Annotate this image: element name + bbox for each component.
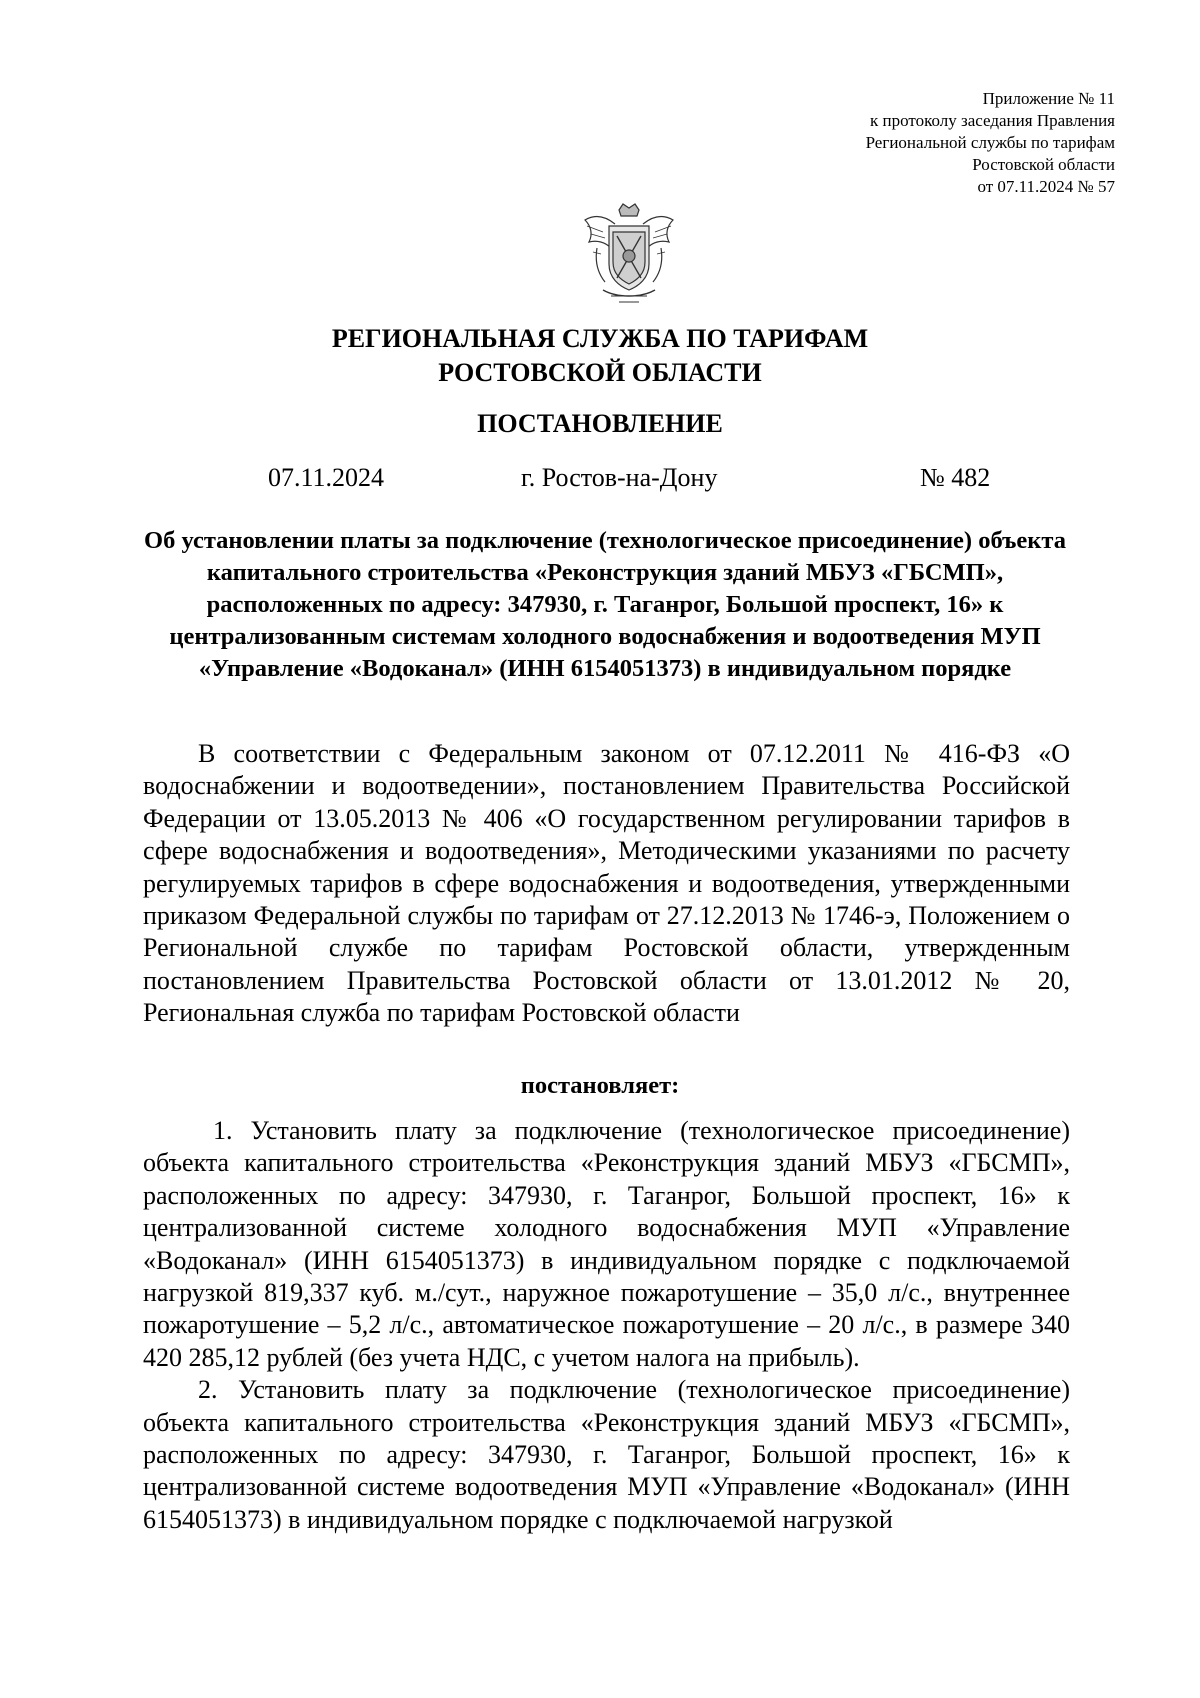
agency-name-line: РЕГИОНАЛЬНАЯ СЛУЖБА ПО ТАРИФАМ [331,324,869,353]
document-type: ПОСТАНОВЛЕНИЕ [477,409,723,438]
document-subject: Об установлении платы за подключение (технологическое присоединение) объекта капитального строительства «Реконструкция зданий МБУЗ «ГБСМП», расположенных по адресу: 347930, г. Таганрог, Большой проспект, 16» к централизованным системам холодного водоснабжения и водоотведения МУП «Управление «Водоканал» (ИНН 6154051373) в индивидуальном порядке [144,527,1066,682]
annex-line: Ростовской области [972,155,1115,174]
agency-name [0,322,1200,390]
document-city: г. Ростов-на-Дону [521,463,718,492]
coat-of-arms-icon [575,202,683,306]
annex-line: Региональной службы по тарифам [865,133,1115,152]
decree-item-2: 2. Установить плату за подключение (технологическое присоединение) объекта капитального строительства «Реконструкция зданий МБУЗ «ГБСМП», расположенных по адресу: 347930, г. Таганрог, Большой проспект, 16» к централизованной системе водоотведения МУП «Управление «Водоканал» (ИНН 6154051373) в индивидуальном порядке с подключаемой нагрузкой [143,1375,1070,1534]
decree-item-1: 1. Установить плату за подключение (технологическое присоединение) объекта капитального строительства «Реконструкция зданий МБУЗ «ГБСМП», расположенных по адресу: 347930, г. Таганрог, Большой проспект, 16» к централизованной системе холодного водоснабжения МУП «Управление «Водоканал» (ИНН 6154051373) в индивидуальном порядке с подключаемой нагрузкой 819,337 куб. м./сут., наружное пожаротушение – 35,0 л/с., внутреннее пожаротушение – 5,2 л/с., автоматическое пожаротушение – 20 л/с., в размере 340 420 285,12 рублей (без учета НДС, с учетом налога на прибыль). [143,1116,1070,1372]
document-number: № 482 [920,463,991,492]
annex-line: от 07.11.2024 № 57 [977,177,1115,196]
decree-word: постановляет: [520,1072,680,1099]
annex-block [715,88,1115,198]
preamble-paragraph: В соответствии с Федеральным законом от 07.12.2011 № 416-ФЗ «О водоснабжении и водоотведении», постановлением Правительства Российской Федерации от 13.05.2013 № 406 «О государственном регулировании тарифов в сфере водоснабжения и водоотведения», Методическими указаниями по расчету регулируемых тарифов в сфере водоснабжения и водоотведения, утвержденными приказом Федеральной службы по тарифам от 27.12.2013 № 1746-э, Положением о Региональной службе по тарифам Ростовской области, утвержденным постановлением Правительства Ростовской области от 13.01.2012 № 20, Региональная служба по тарифам Ростовской области [143,739,1070,1028]
agency-name-line: РОСТОВСКОЙ ОБЛАСТИ [438,358,762,387]
decree-items [143,1115,1070,1536]
document-date: 07.11.2024 [268,463,385,492]
annex-line: Приложение № 11 [982,89,1115,108]
annex-line: к протоколу заседания Правления [870,111,1115,130]
